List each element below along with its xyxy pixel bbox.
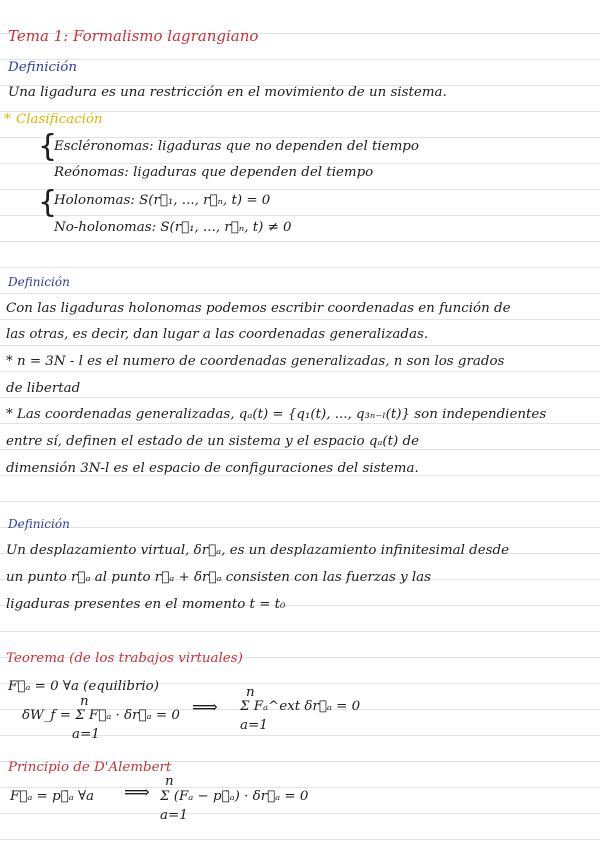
definition-3-line-2: un punto r⃗ₐ al punto r⃗ₐ + δr⃗ₐ consisten con las fuerzas y las [6, 570, 432, 585]
implies-arrow-icon: ⟹ [124, 782, 150, 803]
theorem-equilibrium: F⃗ₐ = 0 ∀a (equilibrio) [8, 679, 159, 694]
dalembert-newton-equation: F⃗ₐ = p⃗̇ₐ ∀a [10, 789, 95, 804]
definition-2-line-6: entre sí, definen el estado de un sistema y el espacio qₐ(t) de [6, 434, 419, 449]
definition-2-line-1: Con las ligaduras holonomas podemos escribir coordenadas en función de [6, 301, 511, 316]
dalembert-principle-equation: Σ (Fₐ − p⃗̇ₐ) · δr⃗ₐ = 0 [160, 789, 309, 804]
definition-2-line-4: de libertad [6, 381, 81, 396]
implies-arrow-icon: ⟹ [192, 697, 218, 718]
definition-2-line-2: las otras, es decir, dan lugar a las coordenadas generalizadas. [6, 327, 429, 342]
definition-heading-1: Definición [8, 60, 77, 75]
sum-upper-limit: n [165, 774, 174, 789]
external-force-equation: Σ Fₐ^ext δr⃗ₐ = 0 [240, 699, 361, 714]
classification-item-scleronomic: Escléronomas: ligaduras que no dependen del tiempo [54, 139, 419, 154]
definition-3-line-1: Un desplazamiento virtual, δr⃗ₐ, es un desplazamiento infinitesimal desde [6, 543, 510, 558]
definition-text-1: Una ligadura es una restricción en el movimiento de un sistema. [8, 85, 447, 100]
definition-3-line-3: ligaduras presentes en el momento t = t₀ [6, 597, 286, 612]
left-brace-icon: { [38, 129, 58, 164]
sum-upper-limit: n [80, 694, 89, 709]
definition-heading-3: Definición [8, 517, 70, 531]
sum-upper-limit: n [246, 685, 255, 700]
virtual-work-equation: δW_f = Σ F⃗ₐ · δr⃗ₐ = 0 [22, 708, 180, 723]
sum-lower-limit: a=1 [72, 727, 100, 742]
left-brace-icon: { [38, 185, 58, 220]
theorem-heading: Teorema (de los trabajos virtuales) [6, 651, 243, 666]
sum-lower-limit: a=1 [160, 808, 188, 823]
classification-item-holonomic: Holonomas: S(r⃗₁, ..., r⃗ₙ, t) = 0 [54, 193, 271, 208]
definition-2-line-5: * Las coordenadas generalizadas, qₐ(t) = {q₁(t), ..., q₃ₙ₋ₗ(t)} son independientes [6, 407, 547, 422]
classification-item-rheonomic: Reónomas: ligaduras que dependen del tiempo [54, 165, 374, 180]
dalembert-heading: Principio de D'Alembert [8, 760, 172, 775]
classification-item-nonholonomic: No-holonomas: S(r⃗₁, ..., r⃗ₙ, t) ≠ 0 [54, 220, 292, 235]
sum-lower-limit: a=1 [240, 718, 268, 733]
bullet-star-icon: * [4, 112, 11, 127]
page-title: Tema 1: Formalismo lagrangiano [8, 27, 259, 45]
classification-heading: Clasificación [16, 112, 103, 127]
definition-2-line-7: dimensión 3N-l es el espacio de configuraciones del sistema. [6, 461, 419, 476]
definition-2-line-3: * n = 3N - l es el numero de coordenadas generalizadas, n son los grados [6, 354, 505, 369]
definition-heading-2: Definición [8, 275, 70, 289]
